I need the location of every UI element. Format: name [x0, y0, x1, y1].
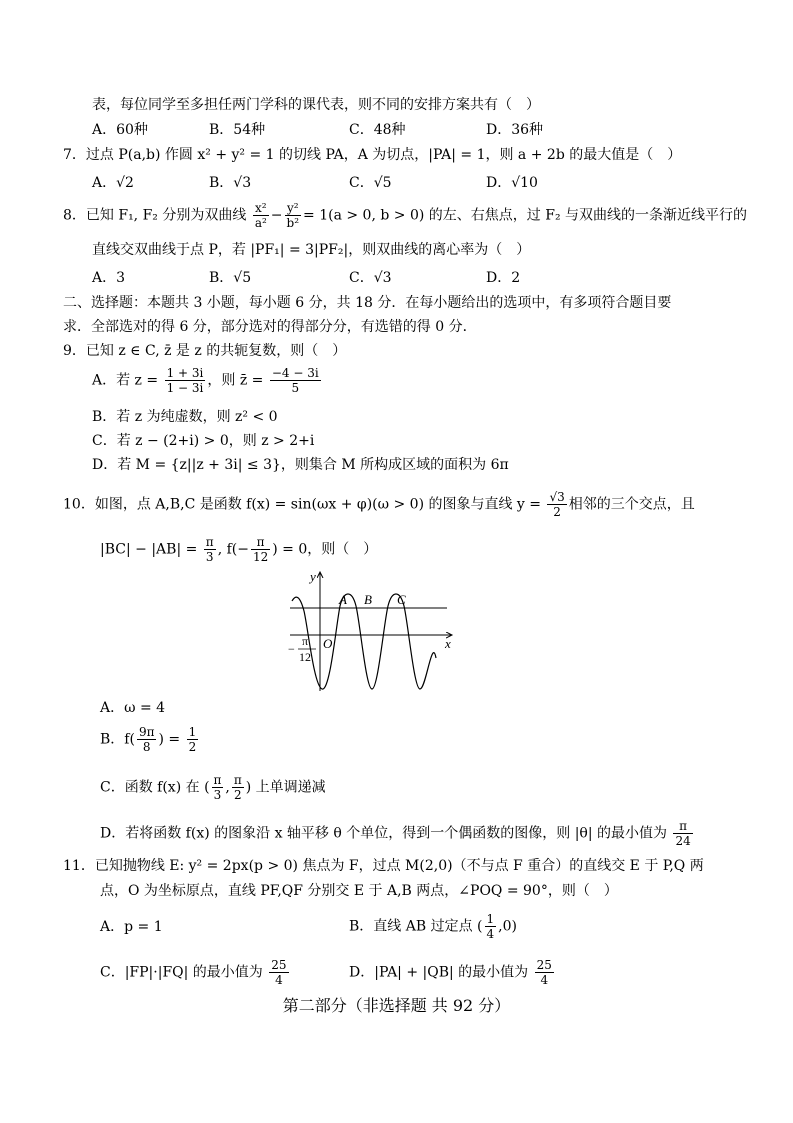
q6-option-d: D．36种: [486, 122, 544, 138]
q9-option-d: D．若 M = {z||z + 3i| ≤ 3}，则集合 M 所构成区域的面积为 6π: [92, 457, 509, 473]
q11-option-b: B．直线 AB 过定点 ( $\frac{1}{4}$ ,0): [349, 912, 517, 941]
q8-option-b: B．√5: [209, 270, 252, 286]
q8-minus: −: [270, 207, 283, 224]
q6-option-b: B．54种: [209, 122, 266, 138]
q10-option-b: B．f( $\frac{9\pi}{8}$ ) = $\frac{1}{2}$: [100, 725, 197, 754]
q11-option-d: D．|PA| + |QB| 的最小值为 $\frac{25}{4}$: [349, 958, 552, 987]
graph-point-c: C: [397, 592, 406, 607]
q8-stem-post: = 1(a > 0, b > 0) 的左、右焦点，过 F₂ 与双曲线的一条渐近线平行的: [303, 207, 748, 224]
q8-option-d: D．2: [486, 270, 521, 286]
section2-line2: 求．全部选对的得 6 分，部分选对的得部分分，有选错的得 0 分．: [63, 319, 477, 335]
section2-line1: 二、选择题：本题共 3 小题，每小题 6 分，共 18 分．在每小题给出的选项中，有多项符合题目要: [63, 295, 672, 311]
q11-line1: 11．已知抛物线 E: y² = 2px(p > 0) 焦点为 F，过点 M(2,0)（不与点 F 重合）的直线交 E 于 P,Q 两: [63, 858, 704, 874]
graph-point-b: B: [364, 592, 372, 607]
q8-frac-x: $\frac{\text{x²}}{\text{a²}}$: [254, 201, 267, 230]
q10-stem: 10．如图，点 A,B,C 是函数 f(x) = sin(ωx + φ)(ω > 0) 的图象与直线 y = $\frac{√3}{2}$ 相邻的三个交点，且: [63, 490, 695, 519]
q11-line2: 点，O 为坐标原点，直线 PF,QF 分别交 E 于 A,B 两点，∠POQ = 90°，则（ ）: [100, 883, 618, 899]
q8-line2: 直线交双曲线于点 P，若 |PF₁| = 3|PF₂|，则双曲线的离心率为（ ）: [92, 242, 531, 258]
q7-option-c: C．√5: [349, 175, 392, 191]
part-two-heading: 第二部分（非选择题 共 92 分）: [282, 996, 511, 1015]
graph-point-a: A: [339, 592, 347, 607]
q8-frac-y: $\frac{\text{y²}}{\text{b²}}$: [286, 201, 300, 230]
q6-option-c: C．48种: [349, 122, 406, 138]
graph-x-label: x: [445, 636, 451, 651]
q9-option-a: A．若 z = $\frac{1 + 3i}{1 - 3i}$ ，则 z̄ = $\frac{-4 - 3i}{5}$: [92, 366, 319, 395]
q7-option-b: B．√3: [209, 175, 252, 191]
q8-option-c: C．√3: [349, 270, 392, 286]
q10-option-c: C．函数 f(x) 在 ( $\frac{\pi}{3}$ , $\frac{\pi}{2}$ ) 上单调递减: [100, 773, 326, 802]
graph-tick-num: π: [302, 634, 309, 648]
q8-stem-pre: 8．已知 F₁, F₂ 分别为双曲线: [63, 207, 247, 224]
graph-y-label: y: [310, 569, 316, 584]
graph-tick-sign: −: [288, 642, 295, 656]
q11-option-c: C．|FP|·|FQ| 的最小值为 $\frac{25}{4}$: [100, 958, 287, 987]
q9-frac-zbar: $\frac{-4 - 3i}{5}$: [271, 366, 319, 395]
q6-stem-cont: 表，每位同学至多担任两门学科的课代表，则不同的安排方案共有（ ）: [92, 97, 540, 113]
q10-option-d: D．若将函数 f(x) 的图象沿 x 轴平移 θ 个单位，得到一个偶函数的图像，则 |θ| 的最小值为 $\frac{\pi}{24}$: [100, 819, 691, 848]
q10-condition: |BC| − |AB| = $\frac{\pi}{3}$ , f(− $\frac{\pi}{12}$ ) = 0，则（ ）: [100, 535, 378, 564]
q7-stem: 7．过点 P(a,b) 作圆 x² + y² = 1 的切线 PA，A 为切点，|PA| = 1，则 a + 2b 的最大值是（ ）: [63, 147, 682, 163]
q10-sine-graph: [282, 566, 462, 696]
q6-option-a: A．60种: [92, 122, 148, 138]
q8-option-a: A．3: [92, 270, 126, 286]
q7-option-a: A．√2: [92, 175, 134, 191]
graph-origin-label: O: [323, 636, 333, 651]
q10-option-a: A．ω = 4: [100, 700, 166, 716]
q10-frac-sqrt3: $\frac{√3}{2}$: [549, 490, 565, 519]
q9-stem: 9．已知 z ∈ C, z̄ 是 z 的共轭复数，则（ ）: [63, 343, 347, 359]
q8-stem: [63, 201, 747, 230]
q7-option-d: D．√10: [486, 175, 538, 191]
q9-option-b: B．若 z 为纯虚数，则 z² < 0: [92, 409, 278, 425]
q11-option-a: A．p = 1: [100, 919, 163, 935]
q9-option-c: C．若 z − (2+i) > 0，则 z > 2+i: [92, 433, 315, 449]
q9-frac-z: $\frac{1 + 3i}{1 - 3i}$: [166, 366, 204, 395]
graph-tick-den: 12: [299, 650, 311, 664]
